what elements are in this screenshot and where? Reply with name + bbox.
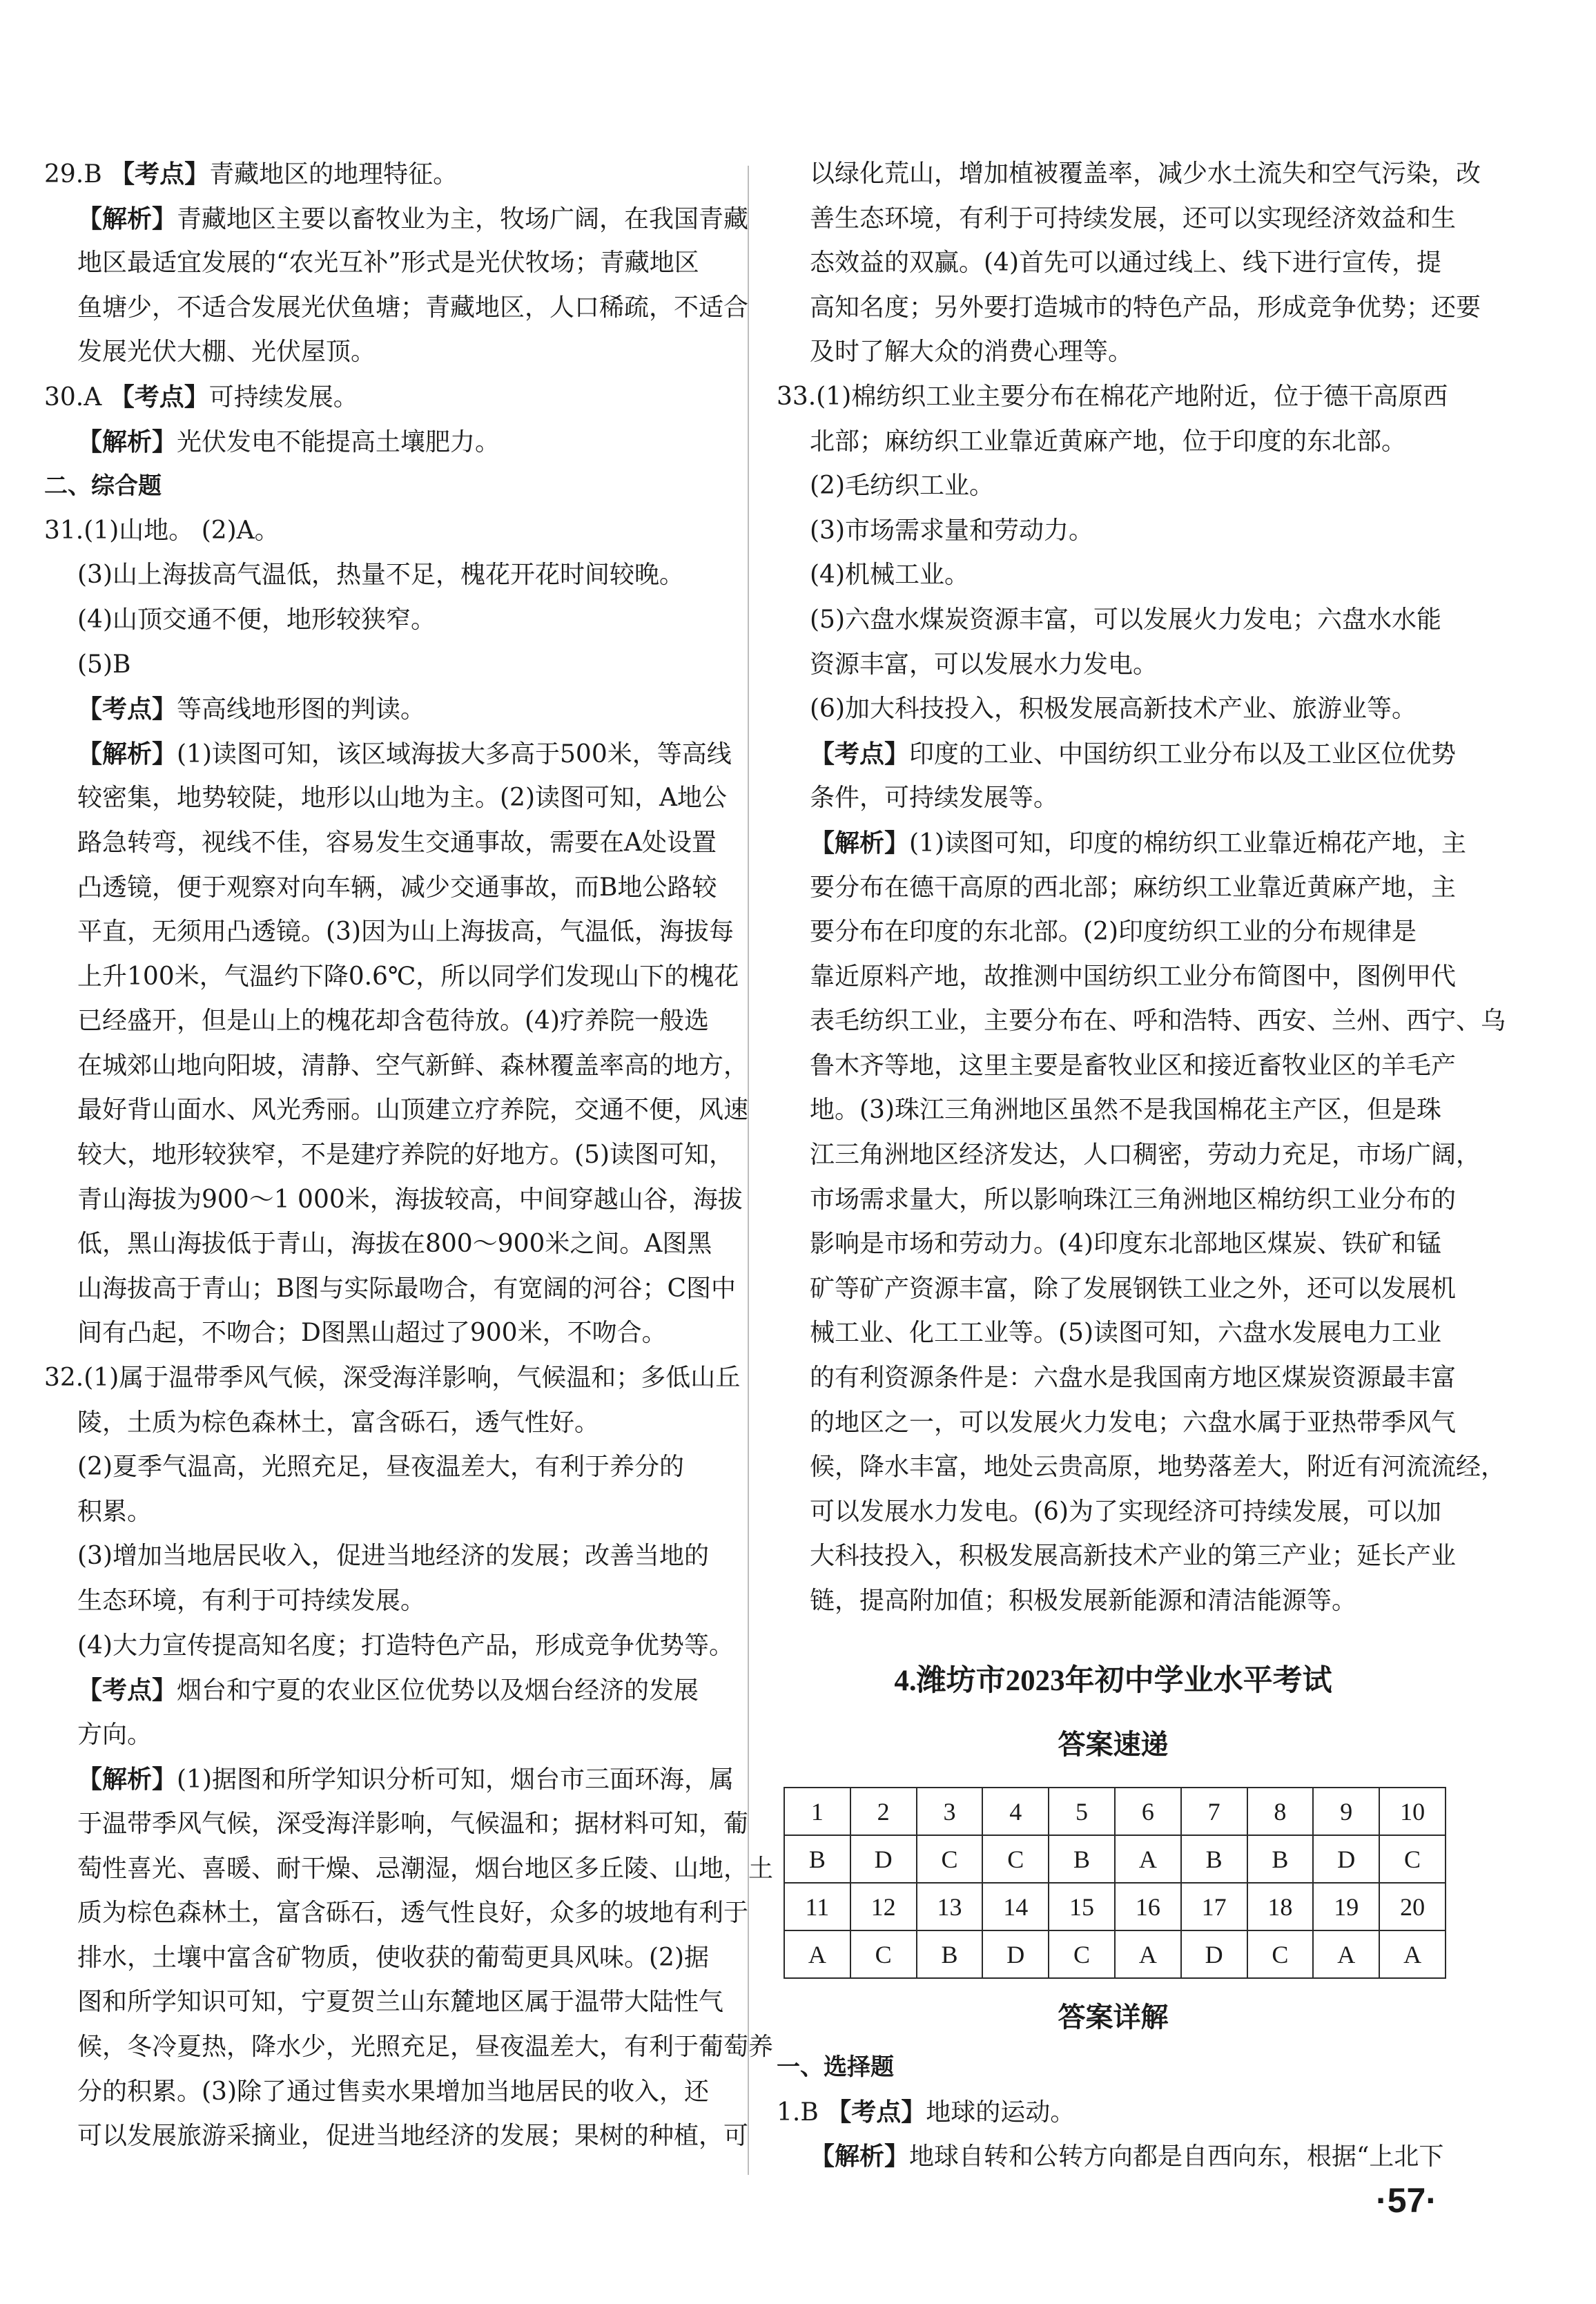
left-text-line: 发展光伏大棚、光伏屋顶。 [77,338,376,367]
left-text-line: 山海拔高于青山；B图与实际最吻合，有宽阔的河谷；C图中 [77,1274,737,1303]
answer-cell: 2 [850,1788,917,1835]
left-text-line: 分的积累。(3)除了通过售卖水果增加当地居民的收入，还 [77,2077,709,2106]
left-text-line: 质为棕色森林土，富含砾石，透气性良好，众多的坡地有利于 [77,1899,749,1928]
left-text-line: 图和所学知识可知，宁夏贺兰山东麓地区属于温带大陆性气 [77,1988,724,2017]
answer-cell: B [1247,1835,1314,1883]
right-text-line: 鲁木齐等地，这里主要是畜牧业区和接近畜牧业区的羊毛产 [810,1051,1457,1080]
answer-detail-title: 答案详解 [1058,2002,1169,2033]
answer-cell: B [784,1835,850,1883]
answer-cell: 1 [784,1788,850,1835]
right-text-line: 矿等矿产资源丰富，除了发展钢铁工业之外，还可以发展机 [810,1274,1457,1303]
left-text-line: 积累。 [77,1497,153,1526]
detail-text-line: 一、选择题 [777,2053,894,2081]
left-text-line: (4)山顶交通不便，地形较狭窄。 [77,605,436,634]
right-text-line: 江三角洲地区经济发达，人口稠密，劳动力充足，市场广阔， [810,1141,1481,1170]
right-text-line: 高知名度；另外要打造城市的特色产品，形成竞争优势；还要 [810,293,1481,322]
answer-cell: 6 [1115,1788,1181,1835]
right-text-line: 条件，可持续发展等。 [810,784,1059,813]
left-text-line: 二、综合题 [44,472,162,501]
left-text-line: 地区最适宜发展的“农光互补”形式是光伏牧场；青藏地区 [77,249,699,278]
answer-quick-title: 答案速递 [1058,1729,1169,1760]
right-text-line: 及时了解大众的消费心理等。 [810,338,1133,367]
right-text-line: 市场需求量大，所以影响珠江三角洲地区棉纺织工业分布的 [810,1185,1457,1214]
answer-cell: A [1115,1930,1181,1978]
right-text-line: (3)市场需求量和劳动力。 [810,516,1093,545]
answer-cell: A [1313,1930,1379,1978]
left-text-line: 间有凸起，不吻合；D图黑山超过了900米，不吻合。 [77,1319,667,1348]
right-text-line: 靠近原料产地，故推测中国纺织工业分布简图中，图例甲代 [810,962,1457,991]
left-text-line: 方向。 [77,1720,153,1749]
right-text-line: 33.(1)棉纺织工业主要分布在棉花产地附近，位于德干高原西 [777,382,1448,411]
left-text-line: 候，冬冷夏热，降水少，光照充足，昼夜温差大，有利于葡萄养 [77,2032,774,2061]
left-text-line: 【解析】青藏地区主要以畜牧业为主，牧场广阔，在我国青藏 [77,204,749,233]
answer-cell: A [784,1930,850,1978]
left-text-line: 路急转弯，视线不佳，容易发生交通事故，需要在A处设置 [77,828,717,857]
right-text-line: 的有利资源条件是：六盘水是我国南方地区煤炭资源最丰富 [810,1364,1457,1393]
left-text-line: 排水，土壤中富含矿物质，使收获的葡萄更具风味。(2)据 [77,1943,709,1972]
answer-cell: A [1379,1930,1446,1978]
right-text-line: 【考点】印度的工业、中国纺织工业分布以及工业区位优势 [810,739,1457,768]
exam-title: 4.潍坊市2023年初中学业水平考试 [894,1665,1332,1697]
left-text-line: 29.B 【考点】青藏地区的地理特征。 [44,159,458,188]
left-text-line: 30.A 【考点】可持续发展。 [44,382,358,412]
left-text-line: (3)山上海拔高气温低，热量不足，槐花开花时间较晚。 [77,561,684,590]
answer-cell: C [850,1930,917,1978]
answer-detail-content [777,2045,1450,2179]
right-text-line: 链，提高附加值；积极发展新能源和清洁能源等。 [810,1587,1357,1615]
answer-cell: B [1181,1835,1247,1883]
right-text-line: 善生态环境，有利于可持续发展，还可以实现经济效益和生 [810,204,1457,233]
left-text-line: (2)夏季气温高，光照充足，昼夜温差大，有利于养分的 [77,1453,684,1482]
answer-cell: 14 [982,1883,1049,1930]
right-text-line: 可以发展水力发电。(6)为了实现经济可持续发展，可以加 [810,1497,1441,1526]
right-text-line: 要分布在印度的东北部。(2)印度纺织工业的分布规律是 [810,918,1417,947]
left-column [44,152,774,2159]
left-text-line: 【解析】(1)读图可知，该区域海拔大多高于500米，等高线 [77,739,732,768]
left-text-line: 萄性喜光、喜暖、耐干燥、忌潮湿，烟台地区多丘陵、山地，土 [77,1854,774,1883]
right-text-line: 的地区之一，可以发展火力发电；六盘水属于亚热带季风气 [810,1408,1457,1437]
left-text-line: 在城郊山地向阳坡，清静、空气新鲜、森林覆盖率高的地方， [77,1051,749,1080]
left-text-line: 较大，地形较狭窄，不是建疗养院的好地方。(5)读图可知， [77,1141,734,1170]
answer-cell: 19 [1313,1883,1379,1930]
right-text-line: 候，降水丰富，地处云贵高原，地势落差大，附近有河流流经， [810,1453,1506,1482]
answer-cell: 15 [1049,1883,1115,1930]
answer-cell: C [1379,1835,1446,1883]
answer-table [784,1787,1446,1979]
right-text-line: 表毛纺织工业，主要分布在、呼和浩特、西安、兰州、西宁、乌 [810,1007,1506,1036]
answer-row [784,1788,1446,1835]
answer-cell: 9 [1313,1788,1379,1835]
answer-cell: B [1049,1835,1115,1883]
answer-row [784,1883,1446,1930]
left-text-line: 平直，无须用凸透镜。(3)因为山上海拔高，气温低，海拔每 [77,918,734,947]
left-text-line: 【解析】(1)据图和所学知识分析可知，烟台市三面环海，属 [77,1765,734,1794]
page-number: ·57· [1376,2181,1437,2220]
answer-cell: 5 [1049,1788,1115,1835]
right-text-line: (4)机械工业。 [810,561,969,590]
left-text-line: 【解析】光伏发电不能提高土壤肥力。 [77,427,500,456]
answer-cell: D [982,1930,1049,1978]
answer-cell: 3 [917,1788,983,1835]
left-text-line: 生态环境，有利于可持续发展。 [77,1587,426,1615]
left-text-line: 已经盛开，但是山上的槐花却含苞待放。(4)疗养院一般选 [77,1007,709,1036]
answer-row [784,1930,1446,1978]
right-text-line: 态效益的双赢。(4)首先可以通过线上、线下进行宣传，提 [810,249,1441,278]
right-text-line: (2)毛纺织工业。 [810,472,994,501]
left-text-line: 【考点】烟台和宁夏的农业区位优势以及烟台经济的发展 [77,1676,699,1705]
answer-cell: D [1181,1930,1247,1978]
detail-text-line: 【解析】地球自转和公转方向都是自西向东，根据“上北下 [810,2142,1444,2171]
answer-cell: 20 [1379,1883,1446,1930]
right-text-line: 大科技投入，积极发展高新技术产业的第三产业；延长产业 [810,1542,1457,1571]
answer-cell: A [1115,1835,1181,1883]
answer-cell: C [1049,1930,1115,1978]
answer-cell: 7 [1181,1788,1247,1835]
answer-cell: D [1313,1835,1379,1883]
answer-cell: 17 [1181,1883,1247,1930]
answer-cell: 13 [917,1883,983,1930]
left-text-line: 可以发展旅游采摘业，促进当地经济的发展；果树的种植，可 [77,2122,749,2151]
left-text-line: (5)B [77,650,131,679]
right-text-line: 地。(3)珠江三角洲地区虽然不是我国棉花主产区，但是珠 [810,1096,1441,1125]
answer-cell: 4 [982,1788,1049,1835]
right-text-line: 资源丰富，可以发展水力发电。 [810,650,1158,679]
answer-cell: 18 [1247,1883,1314,1930]
left-text-line: 上升100米，气温约下降0.6℃，所以同学们发现山下的槐花 [77,962,739,991]
right-text-line: 械工业、化工工业等。(5)读图可知，六盘水发展电力工业 [810,1319,1441,1348]
right-text-line: (5)六盘水煤炭资源丰富，可以发展火力发电；六盘水水能 [810,605,1441,634]
left-text-line: 鱼塘少，不适合发展光伏鱼塘；青藏地区，人口稀疏，不适合 [77,293,749,322]
right-column [777,152,1506,1624]
right-text-line: 【解析】(1)读图可知，印度的棉纺织工业靠近棉花产地，主 [810,828,1467,858]
answer-cell: 11 [784,1883,850,1930]
left-text-line: 31.(1)山地。 (2)A。 [44,516,280,545]
left-text-line: 陵，土质为棕色森林土，富含砾石，透气性好。 [77,1408,600,1437]
detail-text-line: 1.B 【考点】地球的运动。 [777,2097,1076,2127]
left-text-line: 最好背山面水、风光秀丽。山顶建立疗养院，交通不便，风速 [77,1096,749,1125]
answer-cell: 12 [850,1883,917,1930]
right-text-line: 要分布在德干高原的西北部；麻纺织工业靠近黄麻产地，主 [810,873,1457,902]
answer-cell: 8 [1247,1788,1314,1835]
column-divider [748,166,749,2175]
answer-cell: C [982,1835,1049,1883]
left-text-line: 低，黑山海拔低于青山，海拔在800～900米之间。A图黑 [77,1230,712,1259]
left-text-line: 于温带季风气候，深受海洋影响，气候温和；据材料可知，葡 [77,1809,749,1838]
left-text-line: 青山海拔为900～1 000米，海拔较高，中间穿越山谷，海拔 [77,1185,743,1214]
answer-cell: D [850,1835,917,1883]
right-text-line: (6)加大科技投入，积极发展高新技术产业、旅游业等。 [810,695,1417,724]
right-text-line: 影响是市场和劳动力。(4)印度东北部地区煤炭、铁矿和锰 [810,1230,1441,1259]
answer-cell: C [917,1835,983,1883]
answer-cell: C [1247,1930,1314,1978]
answer-cell: B [917,1930,983,1978]
left-text-line: 【考点】等高线地形图的判读。 [77,695,426,724]
left-text-line: 凸透镜，便于观察对向车辆，减少交通事故，而B地公路较 [77,873,717,902]
left-text-line: 32.(1)属于温带季风气候，深受海洋影响，气候温和；多低山丘 [44,1364,741,1393]
right-text-line: 北部；麻纺织工业靠近黄麻产地，位于印度的东北部。 [810,427,1407,456]
answer-cell: 10 [1379,1788,1446,1835]
left-text-line: (4)大力宣传提高知名度；打造特色产品，形成竞争优势等。 [77,1631,734,1660]
answer-cell: 16 [1115,1883,1181,1930]
left-text-line: 较密集，地势较陡，地形以山地为主。(2)读图可知，A地公 [77,784,727,813]
answer-row [784,1835,1446,1883]
right-text-line: 以绿化荒山，增加植被覆盖率，减少水土流失和空气污染，改 [810,159,1481,188]
left-text-line: (3)增加当地居民收入，促进当地经济的发展；改善当地的 [77,1542,709,1571]
